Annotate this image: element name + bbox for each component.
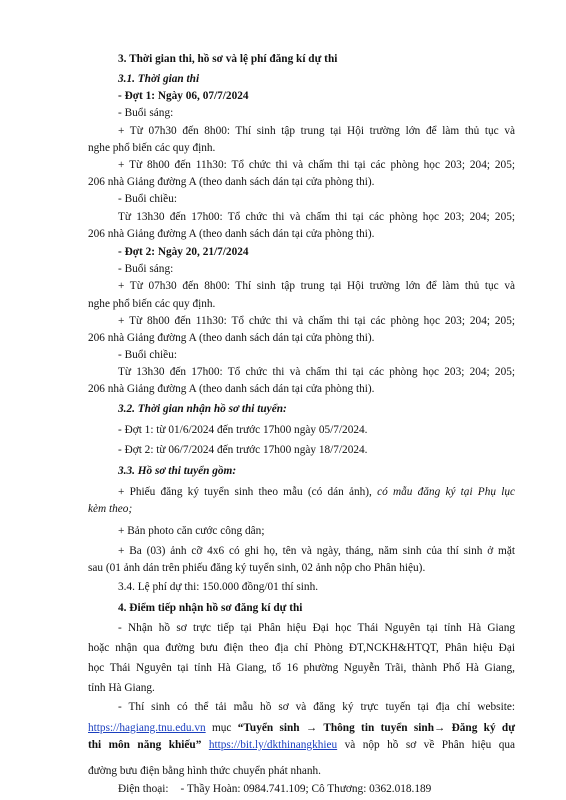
registration-form-text: + Phiếu đăng ký tuyển sinh theo mẫu (có dán ảnh), [118, 485, 372, 498]
round-1-morning-item-2-line-1: + Từ 8h00 đến 11h30: Tổ chức thi và chấm thi tại các phòng học 203; 204; 205; [118, 159, 515, 171]
section-3-2-line-2: - Đợt 2: từ 06/7/2024 đến trước 17h00 ngày 18/7/2024. [118, 443, 368, 456]
phone-contacts: - Thầy Hoàn: 0984.741.109; Cô Thương: 0362.018.189 [180, 783, 432, 795]
round-1-afternoon-line-2: 206 nhà Giảng đường A (theo danh sách dán tại cửa phòng thi). [88, 227, 375, 240]
round-2-title: - Đợt 2: Ngày 20, 21/7/2024 [118, 245, 249, 258]
round-2-morning-label: - Buổi sáng: [118, 263, 174, 276]
submit-text: và nộp hồ sơ về Phân hiệu qua [344, 738, 516, 751]
menu-path-end-text: thi môn năng khiếu” [88, 738, 202, 751]
section-3-3-item-3-line-2: sau (01 ảnh dán trên phiếu đăng ký tuyển sinh, 02 ảnh nộp cho Phân hiệu). [88, 562, 426, 574]
round-1-afternoon-line-1: Từ 13h30 đến 17h00: Tổ chức thi và chấm thi tại các phòng học 203; 204; 205; [118, 210, 515, 223]
round-2-morning-item-1-line-1: + Từ 07h30 đến 8h00: Thí sinh tập trung tại Hội trường lớn để làm thủ tục và [118, 280, 515, 293]
registration-link[interactable]: https://bit.ly/dkthinangkhieu [208, 738, 338, 751]
phone-label: Điện thoại: [118, 783, 169, 795]
round-2-afternoon-line-1: Từ 13h30 đến 17h00: Tổ chức thi và chấm thi tại các phòng học 203; 204; 205; [118, 366, 515, 379]
section-3-3-title: 3.3. Hồ sơ thi tuyển gồm: [118, 464, 237, 477]
round-2-afternoon-label: - Buổi chiều: [118, 349, 177, 362]
section-4-para-1-line-4: tỉnh Hà Giang. [88, 682, 155, 695]
appendix-note: có mẫu đăng ký tại Phụ lục [377, 485, 516, 498]
section-4-para-1-line-1: - Nhận hồ sơ trực tiếp tại Phân hiệu Đại học Thái Nguyên tại tỉnh Hà Giang [118, 622, 515, 635]
section-4-title: 4. Điểm tiếp nhận hồ sơ đăng kí dự thi [118, 602, 303, 615]
section-4-para-2-line-2 [88, 721, 515, 735]
phone-line [118, 782, 431, 796]
website-link[interactable]: https://hagiang.tnu.edu.vn [88, 721, 206, 734]
round-2-morning-item-2-line-1: + Từ 8h00 đến 11h30: Tổ chức thi và chấm thi tại các phòng học 203; 204; 205; [118, 314, 515, 327]
section-3-1-title: 3.1. Thời gian thi [118, 73, 200, 86]
section-3-title: 3. Thời gian thi, hồ sơ và lệ phí đăng kí dự thi [118, 53, 338, 65]
round-1-title: - Đợt 1: Ngày 06, 07/7/2024 [118, 90, 249, 103]
round-1-morning-label: - Buổi sáng: [118, 107, 174, 120]
section-4-para-1-line-3: học Thái Nguyên tại tỉnh Hà Giang, tổ 16 phường Nguyễn Trãi, thành Phố Hà Giang, [88, 662, 515, 675]
section-3-3-item-3-line-1: + Ba (03) ảnh cỡ 4x6 có ghi họ, tên và ngày, tháng, năm sinh của thí sinh ở mặt [118, 544, 515, 557]
section-4-para-2-line-4: đường bưu điện bằng hình thức chuyển phát nhanh. [88, 765, 321, 777]
menu-path-text: “Tuyển sinh → Thông tin tuyển sinh→ Đăng ký dự [237, 721, 515, 734]
section-3-3-item-1-line-2: kèm theo; [88, 502, 133, 515]
section-4-para-1-line-2: hoặc nhận qua đường bưu điện theo địa chỉ Phòng ĐT,NCKH&HTQT, Phân hiệu Đại [88, 642, 515, 655]
round-1-morning-item-1-line-1: + Từ 07h30 đến 8h00: Thí sinh tập trung tại Hội trường lớn để làm thủ tục và [118, 124, 515, 137]
section-3-2-title: 3.2. Thời gian nhận hồ sơ thi tuyển: [118, 402, 287, 415]
section-4-para-2-line-3 [88, 738, 515, 752]
section-3-3-item-2: + Bản photo căn cước công dân; [118, 524, 265, 537]
round-1-afternoon-label: - Buổi chiều: [118, 193, 177, 206]
section-3-3-item-1-line-1 [118, 485, 515, 499]
muc-text: mục [212, 721, 232, 734]
section-3-2-line-1: - Đợt 1: từ 01/6/2024 đến trước 17h00 ngày 05/7/2024. [118, 423, 368, 436]
section-3-4-fee: 3.4. Lệ phí dự thi: 150.000 đồng/01 thí sinh. [118, 581, 319, 594]
round-1-morning-item-1-line-2: nghe phổ biến các quy định. [88, 141, 216, 154]
round-2-morning-item-1-line-2: nghe phổ biến các quy định. [88, 297, 216, 310]
round-2-morning-item-2-line-2: 206 nhà Giảng đường A (theo danh sách dán tại cửa phòng thi). [88, 331, 375, 344]
round-2-afternoon-line-2: 206 nhà Giảng đường A (theo danh sách dán tại cửa phòng thi). [88, 383, 375, 396]
section-4-para-2-line-1: - Thí sinh có thể tải mẫu hồ sơ và đăng ký trực tuyến tại địa chỉ website: [118, 701, 515, 714]
round-1-morning-item-2-line-2: 206 nhà Giảng đường A (theo danh sách dán tại cửa phòng thi). [88, 176, 375, 189]
